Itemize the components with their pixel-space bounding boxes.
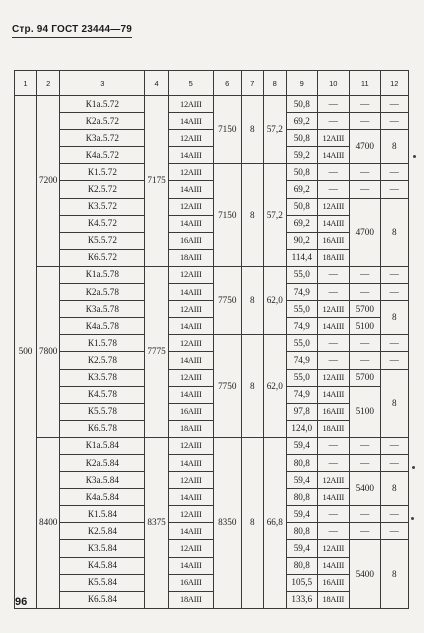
- table-row: [15, 215, 409, 232]
- c9-cell: 69,2: [286, 181, 317, 198]
- column-header: 9: [286, 71, 317, 96]
- sub-mass: 66,8: [263, 437, 286, 608]
- group-length: 7800: [37, 266, 60, 437]
- item-mark: К4.5.84: [60, 557, 145, 574]
- column-header: 12: [380, 71, 408, 96]
- table-row: [15, 249, 409, 266]
- c12-cell: —: [380, 96, 408, 113]
- c10-cell: —: [317, 437, 349, 454]
- item-mark: К3a.5.84: [60, 472, 145, 489]
- item-mark: К3a.5.72: [60, 130, 145, 147]
- sub-count: 8: [241, 437, 263, 608]
- group-length: 7200: [37, 96, 60, 267]
- c9-cell: 80,8: [286, 523, 317, 540]
- rebar-cell: 12AIII: [168, 506, 213, 523]
- rebar-cell: 18AIII: [168, 591, 213, 608]
- c11-cell: 5400: [349, 472, 380, 506]
- c10-cell: —: [317, 335, 349, 352]
- c9-cell: 90,2: [286, 232, 317, 249]
- item-mark: К5.5.84: [60, 574, 145, 591]
- c12-cell: 8: [380, 198, 408, 266]
- item-mark: К4a.5.84: [60, 489, 145, 506]
- table-row: [15, 232, 409, 249]
- c9-cell: 59,4: [286, 506, 317, 523]
- column-header: 3: [60, 71, 145, 96]
- item-mark: К1a.5.72: [60, 96, 145, 113]
- c9-cell: 55,0: [286, 266, 317, 283]
- c12-cell: —: [380, 266, 408, 283]
- rebar-cell: 14AIII: [168, 147, 213, 164]
- c10-cell: 16AIII: [317, 574, 349, 591]
- c9-cell: 50,8: [286, 96, 317, 113]
- c10-cell: 18AIII: [317, 591, 349, 608]
- rebar-cell: 12AIII: [168, 540, 213, 557]
- table-row: [15, 164, 409, 181]
- rebar-cell: 18AIII: [168, 249, 213, 266]
- rebar-cell: 12AIII: [168, 437, 213, 454]
- sub-length: 7150: [213, 164, 241, 267]
- table-row: [15, 96, 409, 113]
- c9-cell: 69,2: [286, 113, 317, 130]
- table-row: [15, 420, 409, 437]
- table-row: [15, 369, 409, 386]
- column-header: 7: [241, 71, 263, 96]
- c9-cell: 50,8: [286, 198, 317, 215]
- c10-cell: 12AIII: [317, 301, 349, 318]
- c9-cell: 74,9: [286, 284, 317, 301]
- table-row: [15, 540, 409, 557]
- table-header-row: [15, 71, 409, 96]
- c9-cell: 69,2: [286, 215, 317, 232]
- c11-cell: —: [349, 523, 380, 540]
- c9-cell: 74,9: [286, 352, 317, 369]
- item-mark: К1.5.72: [60, 164, 145, 181]
- rebar-cell: 12AIII: [168, 266, 213, 283]
- rebar-table: [14, 70, 409, 609]
- c9-cell: 80,8: [286, 557, 317, 574]
- rebar-cell: 12AIII: [168, 198, 213, 215]
- c11-cell: —: [349, 96, 380, 113]
- c10-cell: —: [317, 454, 349, 471]
- c12-cell: 8: [380, 130, 408, 164]
- c9-cell: 55,0: [286, 301, 317, 318]
- rebar-cell: 16AIII: [168, 403, 213, 420]
- column-header: 2: [37, 71, 60, 96]
- column-header: 11: [349, 71, 380, 96]
- item-mark: К2.5.72: [60, 181, 145, 198]
- table-row: [15, 403, 409, 420]
- item-mark: К6.5.78: [60, 420, 145, 437]
- c12-cell: —: [380, 352, 408, 369]
- sub-count: 8: [241, 335, 263, 438]
- rebar-cell: 12AIII: [168, 96, 213, 113]
- item-mark: К4a.5.78: [60, 318, 145, 335]
- rebar-cell: 12AIII: [168, 130, 213, 147]
- sub-mass: 57,2: [263, 164, 286, 267]
- c12-cell: —: [380, 181, 408, 198]
- c11-cell: —: [349, 437, 380, 454]
- page-number: 96: [15, 596, 28, 608]
- rebar-cell: 12AIII: [168, 369, 213, 386]
- table-row: [15, 147, 409, 164]
- column-header: 6: [213, 71, 241, 96]
- c12-cell: —: [380, 335, 408, 352]
- rebar-cell: 14AIII: [168, 284, 213, 301]
- c11-cell: —: [349, 352, 380, 369]
- item-mark: К5.5.72: [60, 232, 145, 249]
- table-row: [15, 472, 409, 489]
- item-mark: К1a.5.84: [60, 437, 145, 454]
- c9-cell: 55,0: [286, 369, 317, 386]
- c12-cell: 8: [380, 472, 408, 506]
- c11-cell: 5100: [349, 386, 380, 437]
- table-row: [15, 113, 409, 130]
- c9-cell: 59,4: [286, 540, 317, 557]
- c10-cell: —: [317, 181, 349, 198]
- item-mark: К6.5.84: [60, 591, 145, 608]
- c10-cell: —: [317, 96, 349, 113]
- table-row: [15, 437, 409, 454]
- margin-dot: [411, 517, 414, 520]
- rebar-cell: 14AIII: [168, 113, 213, 130]
- table-row: [15, 557, 409, 574]
- rebar-cell: 14AIII: [168, 489, 213, 506]
- header-rule: [12, 37, 132, 38]
- c9-cell: 59,4: [286, 437, 317, 454]
- c10-cell: 14AIII: [317, 489, 349, 506]
- c9-cell: 124,0: [286, 420, 317, 437]
- table-row: [15, 574, 409, 591]
- c9-cell: 105,5: [286, 574, 317, 591]
- c10-cell: 12AIII: [317, 472, 349, 489]
- item-mark: К2.5.78: [60, 352, 145, 369]
- item-mark: К1a.5.78: [60, 266, 145, 283]
- c10-cell: 16AIII: [317, 232, 349, 249]
- sub-count: 8: [241, 164, 263, 267]
- c9-cell: 133,6: [286, 591, 317, 608]
- c9-cell: 50,8: [286, 130, 317, 147]
- table-row: [15, 386, 409, 403]
- c11-cell: —: [349, 181, 380, 198]
- c10-cell: —: [317, 266, 349, 283]
- column-header: 1: [15, 71, 37, 96]
- c9-cell: 97,8: [286, 403, 317, 420]
- rebar-cell: 12AIII: [168, 164, 213, 181]
- table-row: [15, 454, 409, 471]
- c10-cell: 14AIII: [317, 386, 349, 403]
- c9-cell: 80,8: [286, 489, 317, 506]
- rebar-cell: 14AIII: [168, 352, 213, 369]
- c11-cell: —: [349, 266, 380, 283]
- rebar-cell: 12AIII: [168, 335, 213, 352]
- table-row: [15, 489, 409, 506]
- page-header: Стр. 94 ГОСТ 23444—79: [12, 24, 132, 35]
- group-length-net: 7175: [145, 96, 168, 267]
- item-mark: К2a.5.78: [60, 284, 145, 301]
- c11-cell: —: [349, 164, 380, 181]
- rebar-cell: 14AIII: [168, 557, 213, 574]
- rebar-cell: 16AIII: [168, 574, 213, 591]
- item-mark: К3.5.78: [60, 369, 145, 386]
- margin-dot: [413, 155, 416, 158]
- item-mark: К2a.5.72: [60, 113, 145, 130]
- c10-cell: —: [317, 506, 349, 523]
- c10-cell: 12AIII: [317, 540, 349, 557]
- c10-cell: 18AIII: [317, 249, 349, 266]
- column-header: 5: [168, 71, 213, 96]
- sub-length: 8350: [213, 437, 241, 608]
- c10-cell: —: [317, 284, 349, 301]
- c12-cell: 8: [380, 369, 408, 437]
- sub-length: 7150: [213, 96, 241, 164]
- c11-cell: 5700: [349, 301, 380, 318]
- sub-count: 8: [241, 96, 263, 164]
- item-mark: К4.5.78: [60, 386, 145, 403]
- table-row: [15, 506, 409, 523]
- column-header: 10: [317, 71, 349, 96]
- c10-cell: 16AIII: [317, 403, 349, 420]
- rebar-cell: 14AIII: [168, 318, 213, 335]
- item-mark: К5.5.78: [60, 403, 145, 420]
- item-mark: К3.5.84: [60, 540, 145, 557]
- c9-cell: 74,9: [286, 386, 317, 403]
- item-mark: К1.5.78: [60, 335, 145, 352]
- c11-cell: 4700: [349, 198, 380, 266]
- c11-cell: —: [349, 284, 380, 301]
- table-row: [15, 130, 409, 147]
- c11-cell: 5400: [349, 540, 380, 608]
- table-row: [15, 523, 409, 540]
- sub-mass: 57,2: [263, 96, 286, 164]
- c11-cell: 4700: [349, 130, 380, 164]
- item-mark: К2a.5.84: [60, 454, 145, 471]
- c11-cell: —: [349, 454, 380, 471]
- rebar-cell: 14AIII: [168, 215, 213, 232]
- c9-cell: 59,2: [286, 147, 317, 164]
- table-row: [15, 301, 409, 318]
- table-row: [15, 335, 409, 352]
- c9-cell: 59,4: [286, 472, 317, 489]
- item-mark: К3a.5.78: [60, 301, 145, 318]
- c10-cell: 14AIII: [317, 147, 349, 164]
- table-row: [15, 284, 409, 301]
- c12-cell: 8: [380, 540, 408, 608]
- column-header: 4: [145, 71, 168, 96]
- table-row: [15, 198, 409, 215]
- sub-count: 8: [241, 266, 263, 334]
- c12-cell: —: [380, 284, 408, 301]
- c9-cell: 55,0: [286, 335, 317, 352]
- rebar-cell: 14AIII: [168, 454, 213, 471]
- c9-cell: 74,9: [286, 318, 317, 335]
- c9-cell: 114,4: [286, 249, 317, 266]
- sub-length: 7750: [213, 266, 241, 334]
- c9-cell: 80,8: [286, 454, 317, 471]
- item-mark: К6.5.72: [60, 249, 145, 266]
- rebar-cell: 16AIII: [168, 232, 213, 249]
- c11-cell: 5100: [349, 318, 380, 335]
- c10-cell: 18AIII: [317, 420, 349, 437]
- c10-cell: 12AIII: [317, 369, 349, 386]
- rebar-cell: 18AIII: [168, 420, 213, 437]
- c10-cell: —: [317, 523, 349, 540]
- table-row: [15, 318, 409, 335]
- item-mark: К3.5.72: [60, 198, 145, 215]
- c12-cell: —: [380, 113, 408, 130]
- c10-cell: —: [317, 113, 349, 130]
- c10-cell: —: [317, 164, 349, 181]
- rebar-cell: 14AIII: [168, 181, 213, 198]
- col1-value: 500: [15, 96, 37, 609]
- rebar-cell: 12AIII: [168, 301, 213, 318]
- c12-cell: —: [380, 523, 408, 540]
- c11-cell: —: [349, 506, 380, 523]
- group-length: 8400: [37, 437, 60, 608]
- c11-cell: —: [349, 335, 380, 352]
- rebar-cell: 14AIII: [168, 386, 213, 403]
- c12-cell: —: [380, 506, 408, 523]
- c10-cell: 14AIII: [317, 215, 349, 232]
- c11-cell: 5700: [349, 369, 380, 386]
- c10-cell: 14AIII: [317, 318, 349, 335]
- sub-mass: 62,0: [263, 266, 286, 334]
- rebar-cell: 14AIII: [168, 523, 213, 540]
- rebar-cell: 12AIII: [168, 472, 213, 489]
- table-row: [15, 591, 409, 608]
- table-row: [15, 352, 409, 369]
- sub-mass: 62,0: [263, 335, 286, 438]
- sub-length: 7750: [213, 335, 241, 438]
- c11-cell: —: [349, 113, 380, 130]
- table-row: [15, 266, 409, 283]
- item-mark: К4.5.72: [60, 215, 145, 232]
- c12-cell: —: [380, 164, 408, 181]
- column-header: 8: [263, 71, 286, 96]
- margin-dot: [412, 466, 415, 469]
- item-mark: К1.5.84: [60, 506, 145, 523]
- item-mark: К4a.5.72: [60, 147, 145, 164]
- c9-cell: 50,8: [286, 164, 317, 181]
- c12-cell: —: [380, 454, 408, 471]
- item-mark: К2.5.84: [60, 523, 145, 540]
- c10-cell: —: [317, 352, 349, 369]
- c10-cell: 12AIII: [317, 130, 349, 147]
- group-length-net: 7775: [145, 266, 168, 437]
- c10-cell: 14AIII: [317, 557, 349, 574]
- table-row: [15, 181, 409, 198]
- c12-cell: 8: [380, 301, 408, 335]
- c10-cell: 12AIII: [317, 198, 349, 215]
- c12-cell: —: [380, 437, 408, 454]
- group-length-net: 8375: [145, 437, 168, 608]
